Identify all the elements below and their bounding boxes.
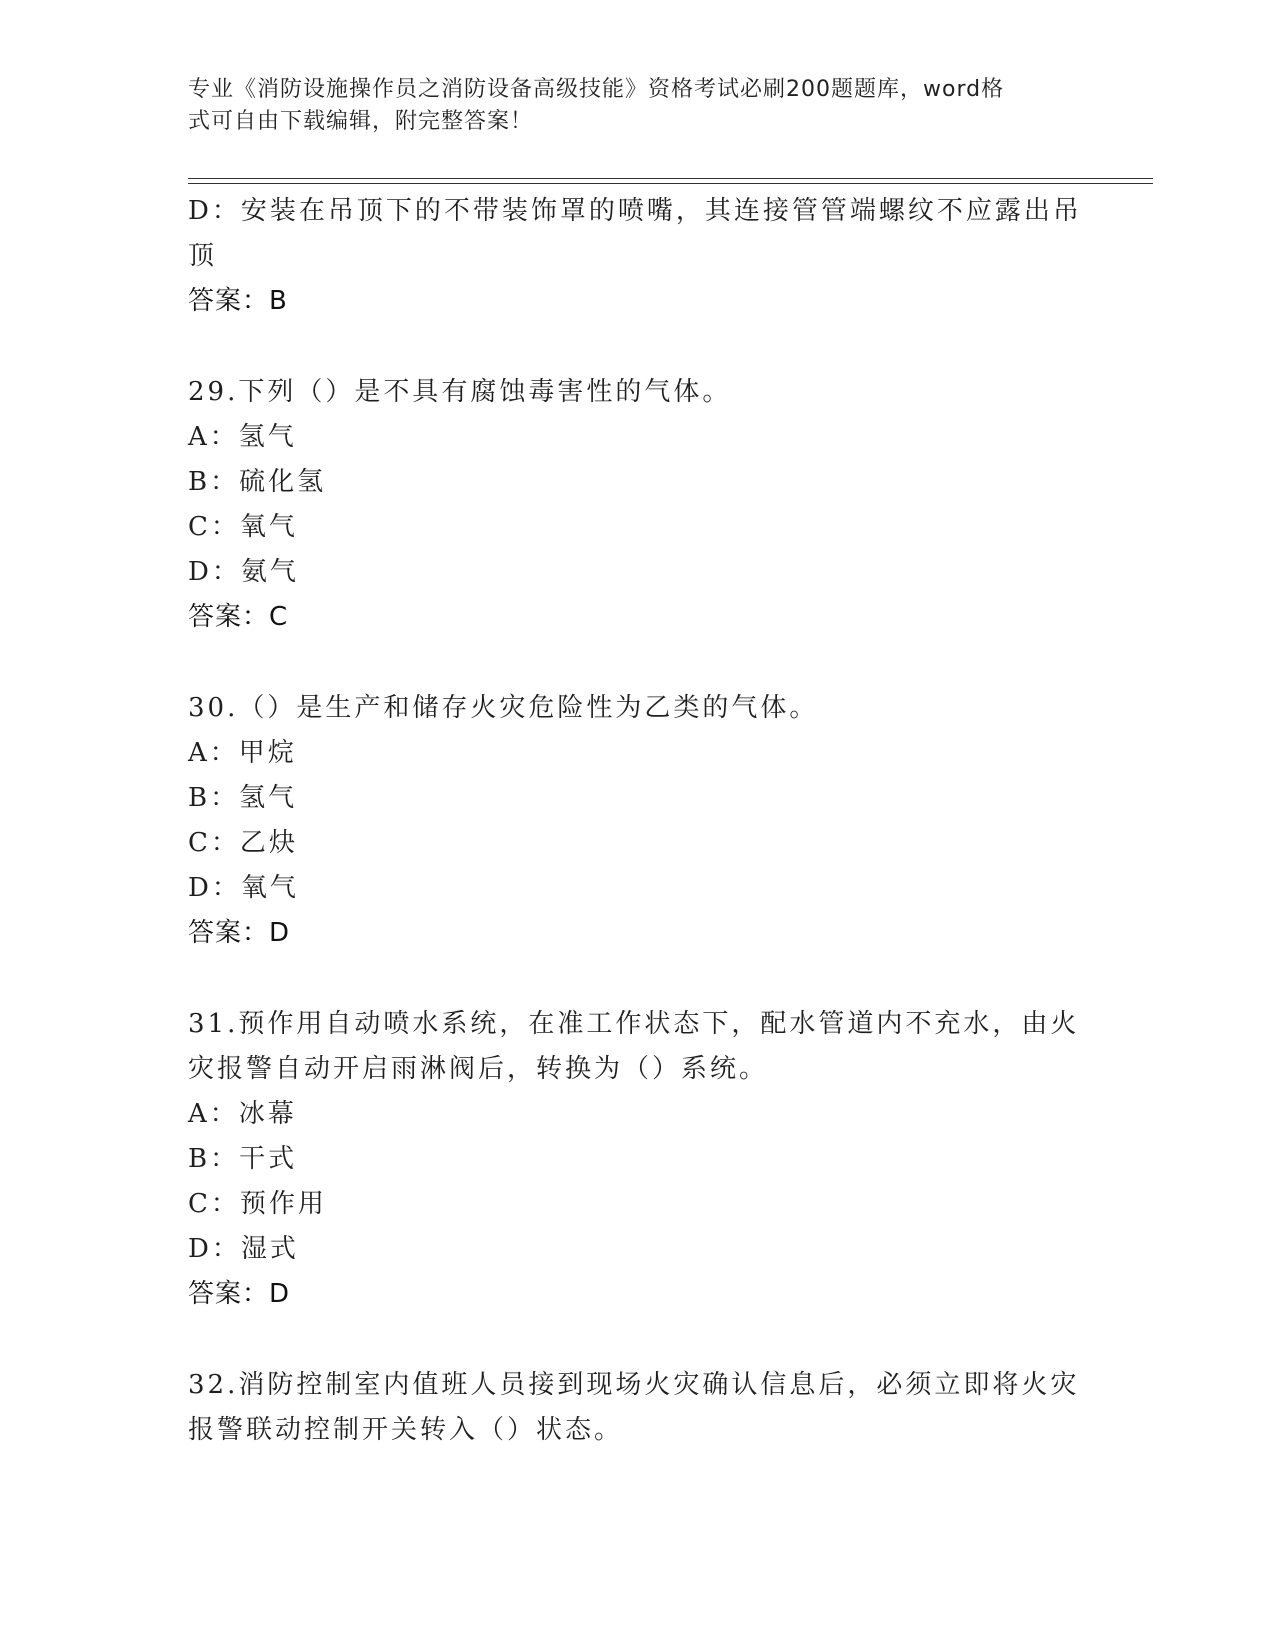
spacer xyxy=(188,1317,1068,1363)
option-a: A：甲烷 xyxy=(188,738,297,768)
question-text: 30.（）是生产和储存火灾危险性为乙类的气体。 xyxy=(188,693,819,723)
question-text: 29.下列（）是不具有腐蚀毒害性的气体。 xyxy=(188,377,732,407)
question-text-continued: 灾报警自动开启雨淋阀后，转换为（）系统。 xyxy=(188,1054,769,1084)
header-rule-bottom xyxy=(188,183,1153,184)
question-31 xyxy=(188,1002,1080,1317)
document-body xyxy=(188,189,1082,1453)
answer: 答案：B xyxy=(188,286,288,316)
question-32 xyxy=(188,1363,1080,1453)
header-line-2: 式可自由下载编辑，附完整答案！ xyxy=(188,109,534,134)
question-fragment xyxy=(188,189,1082,324)
option-d: D：安装在吊顶下的不带装饰罩的喷嘴，其连接管管端螺纹不应露出吊 xyxy=(188,196,1082,226)
option-c: C：氧气 xyxy=(188,512,298,542)
question-text: 31.预作用自动喷水系统，在准工作状态下，配水管道内不充水，由火 xyxy=(188,1009,1080,1039)
answer: 答案：C xyxy=(188,602,289,632)
option-d-continued: 顶 xyxy=(188,241,218,271)
option-a: A：氢气 xyxy=(188,422,297,452)
option-b: B：氢气 xyxy=(188,783,298,813)
question-text: 32.消防控制室内值班人员接到现场火灾确认信息后，必须立即将火灾 xyxy=(188,1370,1080,1400)
option-d: D：氨气 xyxy=(188,557,299,587)
option-c: C：预作用 xyxy=(188,1189,327,1219)
answer: 答案：D xyxy=(188,918,291,948)
option-d: D：湿式 xyxy=(188,1234,299,1264)
question-text-continued: 报警联动控制开关转入（）状态。 xyxy=(188,1415,624,1445)
header-rule-top xyxy=(188,178,1153,179)
document-header xyxy=(188,74,1068,138)
option-c: C：乙炔 xyxy=(188,828,298,858)
answer: 答案：D xyxy=(188,1279,291,1309)
option-b: B：干式 xyxy=(188,1144,298,1174)
option-b: B：硫化氢 xyxy=(188,467,327,497)
spacer xyxy=(188,324,1068,370)
spacer xyxy=(188,640,1068,686)
spacer xyxy=(188,956,1068,1002)
question-30 xyxy=(188,686,1068,956)
header-line-1: 专业《消防设施操作员之消防设备高级技能》资格考试必刷200题题库，word格 xyxy=(188,77,1005,102)
question-29 xyxy=(188,370,1068,640)
option-d: D：氧气 xyxy=(188,873,299,903)
option-a: A：冰幕 xyxy=(188,1099,297,1129)
